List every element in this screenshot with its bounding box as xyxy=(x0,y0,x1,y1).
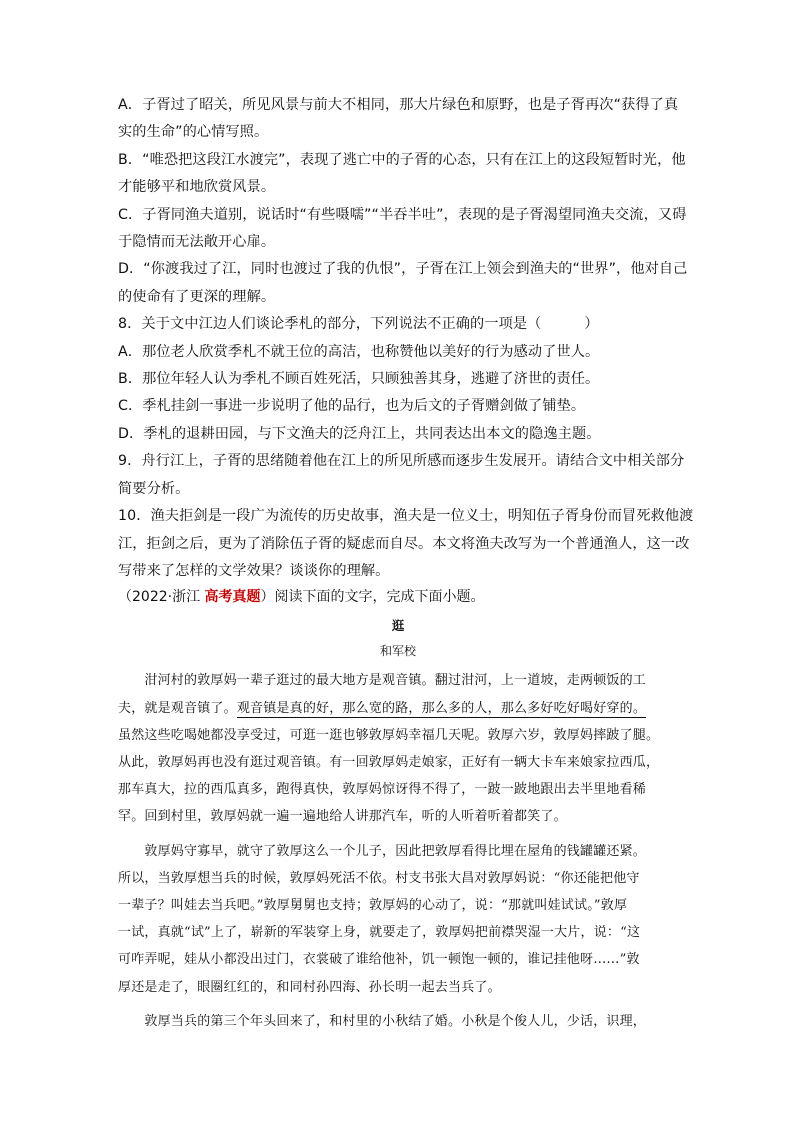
story-line: 厚还是走了，眼圈红红的，和同村孙四海、孙长明一起去当兵了。 xyxy=(118,979,501,995)
story-line: 所以，当敦厚想当兵的时候，敦厚妈死活不依。村支书张大昌对敦厚妈说：“你还能把他守 xyxy=(118,870,640,886)
question-10-line-2: 江，拒剑之后，更为了消除伍子胥的疑虑而自尽。本文将渔夫改写为一个普通渔人，这一改 xyxy=(118,535,690,552)
question-8-option-b: B．那位年轻人认为季札不顾百姓死活，只顾独善其身，逃避了济世的责任。 xyxy=(118,371,600,388)
story-line xyxy=(118,695,678,722)
option-d-line-1: D．“你渡我过了江，同时也渡过了我的仇恨”，子胥在江上领会到渔夫的“世界”，他对自己 xyxy=(118,261,688,278)
story-author: 和军校 xyxy=(379,644,416,659)
story-line: 一辈子？叫娃去当兵吧。”敦厚舅舅也支持；敦厚妈的心动了，说：“那就叫娃试试。”敦厚 xyxy=(118,897,628,913)
source-prefix: （2022·浙江 xyxy=(118,589,205,606)
question-10-line-3: 写带来了怎样的文学效果？谈谈你的理解。 xyxy=(118,562,390,579)
question-9-line-2: 简要分析。 xyxy=(118,480,190,497)
passage-source xyxy=(118,585,678,609)
story-title: 逛 xyxy=(391,618,405,634)
story-line: 敦厚当兵的第三个年头回来了，和村里的小秋结了婚。小秋是个俊人儿，少话，识理， xyxy=(118,1013,647,1029)
option-b-line-2: 才能够平和地欣赏风景。 xyxy=(118,179,276,196)
story-line: 从此，敦厚妈再也没有逛过观音镇。有一回敦厚妈走娘家，正好有一辆大卡车来娘家拉西瓜， xyxy=(118,754,660,770)
question-8-option-d: D．季札的退耕田园，与下文渔夫的泛舟江上，共同表达出本文的隐逸主题。 xyxy=(118,425,601,442)
question-9-line-1: 9．舟行江上，子胥的思绪随着他在江上的所见所感而逐步生发展开。请结合文中相关部分 xyxy=(118,453,685,470)
source-suffix: ）阅读下面的文字，完成下面小题。 xyxy=(260,589,485,606)
story-line: 一试，真就“试”上了，崭新的军装穿上身，就要走了，敦厚妈把前襟哭湿一大片，说：“这 xyxy=(118,925,641,941)
question-8-option-a: A．那位老人欣赏季札不就王位的高洁，也称赞他以美好的行为感动了世人。 xyxy=(118,343,600,360)
question-8-option-c: C．季札挂剑一事进一步说明了他的品行，也为后文的子胥赠剑做了铺垫。 xyxy=(118,398,586,415)
story-line: 可咋弄呢，娃从小都没出过门，衣裳破了谁给他补，饥一顿饱一顿的，谁记挂他呀……”敦 xyxy=(118,952,640,968)
option-c-line-2: 于隐情而无法敞开心扉。 xyxy=(118,234,276,251)
option-a-line-2: 实的生命”的心情写照。 xyxy=(118,124,269,141)
story-line: 虽然这些吃喝她都没享受过，可逛一逛也够敦厚妈幸福几天呢。敦厚六岁，敦厚妈摔跛了腿。 xyxy=(118,727,660,743)
question-10 xyxy=(118,503,694,585)
story-paragraph-3 xyxy=(118,1008,678,1035)
question-8 xyxy=(118,311,678,448)
question-8-stem: 8．关于文中江边人们谈论季札的部分，下列说法不正确的一项是（ ） xyxy=(118,316,599,333)
option-d-line-2: 的使命有了更深的理解。 xyxy=(118,288,276,305)
story-paragraph-2 xyxy=(118,838,678,1001)
exam-page xyxy=(118,92,694,1035)
option-a-line-1: A．子胥过了昭关，所见风景与前大不相同，那大片绿色和原野，也是子胥再次“获得了真 xyxy=(118,97,679,113)
source-tag: 高考真题 xyxy=(204,589,261,606)
question-9 xyxy=(118,448,685,503)
story-line: 罕。回到村里，敦厚妈就一遍一遍地给人讲那汽车，听的人听着听着都笑了。 xyxy=(118,809,567,825)
paragraph-gap xyxy=(118,831,678,838)
story-line: 那车真大，拉的西瓜真多，跑得真快，敦厚妈惊讶得不得了，一跛一跛地跟出去半里地看稀 xyxy=(118,782,647,798)
question-10-line-1: 10．渔夫拒剑是一段广为流传的历史故事，渔夫是一位义士，明知伍子胥身份而冒死救他渡 xyxy=(118,508,694,525)
question-7-options xyxy=(118,92,688,311)
option-b-line-1: B．“唯恐把这段江水渡完”，表现了逃亡中的子胥的心态，只有在江上的这段短暂时光，他 xyxy=(118,151,686,168)
option-c-line-1: C．子胥同渔夫道别，说话时“有些嗫嚅”“半吞半吐”，表现的是子胥渴望同渔夫交流，又碍 xyxy=(118,206,687,223)
story-text: 夫，就是观音镇了。 xyxy=(118,700,237,716)
paragraph-gap xyxy=(118,1001,678,1008)
story-line: 泔河村的敦厚妈一辈子逛过的最大地方是观音镇。翻过泔河，上一道坡，走两顿饭的工 xyxy=(118,673,647,689)
underlined-sentence: 观音镇是真的好，那么宽的路，那么多的人，那么多好吃好喝好穿的。 xyxy=(236,700,647,716)
story-paragraph-1 xyxy=(118,667,678,830)
story-line: 敦厚妈守寡早，就守了敦厚这么一个儿子，因此把敦厚看得比埋在屋角的钱罐罐还紧。 xyxy=(118,843,647,859)
